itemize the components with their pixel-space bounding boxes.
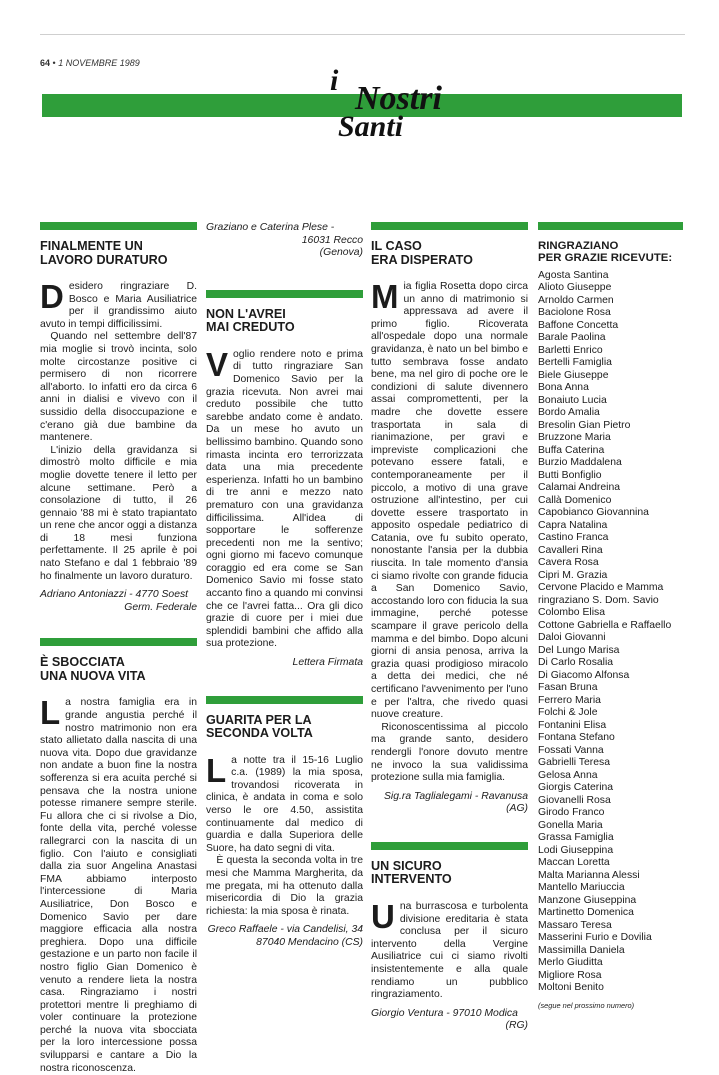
- article-paragraph: La nostra famiglia era in grande angustia perché il nostro matrimonio non era stato allietato dalla nascita di una nuova vita. Dopo due gravidanze non andate a buon fine la nostra sofferenza si era acuita perché si pensava che la nostra unione potesse rimanere sempre sterile. Fu allora che ci si rivolse a Dio, fonte della vita, perché volesse rallegrarci con la nascita di un figlio. Con l'aiuto e consigliati dalla zia suor Angelina Anastasi FMA abbiamo interposto l'intercessione di Maria Ausiliatrice, Don Bosco e Domenico Savio per dare maggiore efficacia alla nostra preghiera. Dopo una difficile gestazione e un parto non facile il nostro figlio Gian Domenico è venuto a rendere lieta la nostra casa. Ringraziamo i nostri protettori mentre li preghiamo di voler continuare la protezione perché la nuova vita sbocciata per la loro intercessione possa svilupparsi e cantare a Dio la nostra riconoscenza.: [40, 694, 197, 1074]
- issue-date: 1 NOVEMBRE 1989: [58, 58, 140, 68]
- thanks-name-item: Bordo Amalia: [538, 407, 600, 419]
- thanks-name-item: Capobianco Giovannina: [538, 507, 649, 519]
- article-paragraph: Una burrascosa e turbolenta divisione ereditaria è stata conclusa per il sicuro intervento della Vergine Ausiliatrice cui ci siamo rivolti insistentemente e alla quale rendiamo un pubblico ringraziamento.: [371, 897, 528, 1001]
- column-2: [206, 222, 363, 950]
- article-signature: Sig.ra Taglialegami - Ravanusa (AG): [383, 790, 528, 815]
- thanks-name-item: Cipri M. Grazia: [538, 569, 608, 581]
- thanks-name-item: Barletti Enrico: [538, 344, 603, 356]
- green-bar: [206, 290, 363, 298]
- drop-cap: M: [371, 278, 399, 315]
- thanks-name-item: Gabrielli Teresa: [538, 757, 610, 769]
- thanks-name-item: Fossati Vanna: [538, 744, 604, 756]
- thanks-name-item: Biele Giuseppe: [538, 369, 609, 381]
- drop-cap: U: [371, 897, 395, 935]
- column-3: [371, 222, 528, 1033]
- thanks-name-item: Baffone Concetta: [538, 319, 619, 331]
- article-signature: Graziano e Caterina Plese - 16031 Recco (Genova): [206, 222, 363, 259]
- thanks-name-item: Capra Natalina: [538, 519, 608, 531]
- green-bar: [371, 222, 528, 230]
- drop-cap: V: [206, 345, 229, 383]
- drop-cap: L: [206, 751, 227, 789]
- rubric-word-2: Nostri: [355, 80, 442, 117]
- thanks-name-item: Bonaiuto Lucia: [538, 394, 607, 406]
- thanks-name-item: Moltoni Benito: [538, 982, 604, 994]
- thanks-name-item: Ferrero Maria: [538, 694, 601, 706]
- thanks-name-item: Burzio Maddalena: [538, 457, 622, 469]
- thanks-name-item: Giovanelli Rosa: [538, 794, 611, 806]
- thanks-name-item: Massimilla Daniela: [538, 944, 625, 956]
- rubric-word-3: Santi: [338, 110, 404, 143]
- thanks-name-item: Di Carlo Rosalia: [538, 657, 614, 669]
- thanks-name-item: Calamai Andreina: [538, 482, 621, 494]
- thanks-name-item: Daloi Giovanni: [538, 632, 606, 644]
- green-bar: [40, 222, 197, 230]
- article-signature: Lettera Firmata: [292, 657, 363, 669]
- thanks-name-item: Merlo Giuditta: [538, 957, 603, 969]
- thanks-name-item: Fontana Stefano: [538, 732, 615, 744]
- page-number: 64: [40, 58, 51, 68]
- continued-note: (segue nel prossimo numero): [538, 1000, 635, 1010]
- thanks-title: RINGRAZIANO PER GRAZIE RICEVUTE:: [538, 240, 673, 265]
- article-paragraph: L'inizio della gravidanza si dimostrò molto difficile e mia moglie dovette tenere il letto per alcune settimane. Però a consolazione di tutto, il 26 gennaio '88 mi è stato trapiantato un rene che ancor oggi a distanza di 18 mesi funziona perfettamente. Il 25 aprile è poi nato Stefano e dal 1 febbraio '89 ho finalmente un lavoro duraturo.: [40, 444, 197, 582]
- thanks-name-item: Agosta Santina: [538, 269, 609, 281]
- article-paragraph: La notte tra il 15-16 Luglio c.a. (1989) la mia sposa, trovandosi ricoverata in clinica, è andata in coma e solo verso le ore 4.50, assistita continuamente dal medico di guardia e dalla Superiora delle Suore, ha dato segni di vita.: [206, 751, 363, 854]
- thanks-name-item: Bresolin Gian Pietro: [538, 419, 631, 431]
- thanks-column: [538, 222, 683, 1012]
- thanks-name-item: Fasan Bruna: [538, 682, 598, 694]
- thanks-name-item: Alioto Giuseppe: [538, 282, 612, 294]
- thanks-name-item: Bertelli Famiglia: [538, 357, 612, 369]
- thanks-name-item: Martinetto Domenica: [538, 907, 634, 919]
- thanks-name-item: Grassa Famiglia: [538, 832, 614, 844]
- article-title: È SBOCCIATA UNA NUOVA VITA: [40, 655, 146, 683]
- thanks-name-item: Cottone Gabriella e Raffaello: [538, 619, 672, 631]
- thanks-name-item: Fontanini Elisa: [538, 719, 607, 731]
- thanks-name-item: Gelosa Anna: [538, 769, 598, 781]
- article-paragraph: Desidero ringraziare D. Bosco e Maria Ausiliatrice per il grandissimo aiuto avuto in tempi difficilissimi.: [40, 278, 197, 330]
- thanks-name-item: Barale Paolina: [538, 332, 606, 344]
- article-paragraph: Quando nel settembre dell'87 mia moglie si trovò incinta, solo molte circostanze positive ci permisero di non ricorrere all'aborto. Io infatti ero da circa 6 anni in dialisi e vivevo con il sussidio della disoccupazione e c'erano già due bambine da mantenere.: [40, 331, 197, 444]
- article-paragraph: Voglio rendere noto e prima di tutto ringraziare San Domenico Savio per la grazia ricevuta. Non avrei mai creduto possibile che tutto sarebbe andato come è andato. Da un mese ho avuto un bellissimo bambino. Quando sono rimasta incinta ero terrorizzata data una mia precedente esperienza. Infatti ho un bambino di tre anni e mezzo nato prematuro con una gravidanza difficilissima. All'idea di sopportare le sofferenze precedenti non me la sentivo; ogni giorno mi facevo comunque coraggio ed era come se San Domenico Savio mi fosse stato accanto fino a quando mi convinsi che ce l'avrei fatta... Ora gli dico grazie di cuore per i miei due splendidi bambini che affido alla sua protezione.: [206, 345, 363, 650]
- thanks-names-list: [538, 270, 683, 995]
- thanks-name-item: Girodo Franco: [538, 807, 605, 819]
- thanks-name-item: Arnoldo Carmen: [538, 294, 614, 306]
- thanks-name-item: Del Lungo Marisa: [538, 644, 620, 656]
- article-signature: Greco Raffaele - via Candelisi, 34 87040 Mendacino (CS): [207, 924, 363, 948]
- article-signature: Adriano Antoniazzi - 4770 Soest Germ. Federale: [40, 589, 197, 613]
- drop-cap: D: [40, 278, 64, 315]
- green-bar: [40, 638, 197, 646]
- article-paragraph: Riconoscentissima al piccolo ma grande santo, desidero rendergli l'onore dovuto mentre ne invoco la sua validissima protezione sulla mia famiglia.: [371, 721, 528, 784]
- rubric-word-1: i: [330, 64, 339, 97]
- thanks-name-item: Colombo Elisa: [538, 607, 605, 619]
- thanks-name-item: Callà Domenico: [538, 494, 612, 506]
- thanks-name-item: Giorgis Caterina: [538, 782, 614, 794]
- thanks-name-item: Butti Bonfiglio: [538, 469, 602, 481]
- thanks-name-item: Massaro Teresa: [538, 919, 612, 931]
- top-rule: [40, 34, 685, 35]
- article-signature: Giorgio Ventura - 97010 Modica (RG): [371, 1007, 528, 1032]
- thanks-name-item: Masserini Furio e Dovilia: [538, 932, 652, 944]
- thanks-name-item: Di Giacomo Alfonsa: [538, 669, 630, 681]
- thanks-name-item: Lodi Giuseppina: [538, 844, 614, 856]
- thanks-name-item: Cavalleri Rina: [538, 544, 603, 556]
- thanks-name-item: Maccan Loretta: [538, 857, 610, 869]
- thanks-name-item: Malta Marianna Alessi: [538, 869, 640, 881]
- thanks-name-item: Manzone Giuseppina: [538, 894, 637, 906]
- page-header: 64 • 1 NOVEMBRE 1989: [40, 58, 140, 68]
- article-paragraph: Mia figlia Rosetta dopo circa un anno di matrimonio si appressava ad avere il primo figlio. Ricoverata all'ospedale dopo una normale gravidanza, è nato un bel bimbo e tutto sembrava fosse andato bene, ma nel giro di poche ore le condizioni di salute divennero assai compromettenti, per la madre che dovette essere trasportata in sala di rianimazione, per gravi e impreviste complicazioni che potevano essere fatali, e contemporaneamente per il piccolo, a motivo di una grave ostruzione all'intestino, per cui dovette essere trasportato in apposito ospedale pediatrico di Catania, ove fu subito operato, nonostante l'ansia per la dubbia riuscita. In tale momento d'ansia ci siamo rivolte con grande fiducia a San Domenico Savio, accostando loro con fiducia la sua immagine, perché potesse scampare il grave pericolo della mamma e del bimbo. Dopo alcuni giorni di ansia penosa, arriva la grazia quasi prodigioso miracolo a detta dei medici, che né certificano l'avvenimento per l'uno e per l'altra, che rivedo quasi nuove creature.: [371, 278, 528, 721]
- thanks-name-item: Bona Anna: [538, 382, 589, 394]
- thanks-name-item: Cervone Placido e Mamma: [538, 582, 664, 594]
- article-paragraph: È questa la seconda volta in tre mesi che Mamma Margherita, da me pregata, mi ha ottenuto dalla misericordia di Dio la grazia richiesta: la mia sposa è rinata.: [206, 855, 363, 917]
- thanks-name-item: Buffa Caterina: [538, 444, 605, 456]
- drop-cap: L: [40, 694, 61, 732]
- green-bar: [206, 696, 363, 704]
- thanks-name-item: Mantello Mariuccia: [538, 882, 625, 894]
- thanks-name-item: Castino Franca: [538, 532, 609, 544]
- thanks-name-item: Cavera Rosa: [538, 557, 599, 569]
- article-title: GUARITA PER LA SECONDA VOLTA: [206, 712, 313, 741]
- column-1: [40, 222, 197, 1075]
- green-bar: [538, 222, 683, 230]
- green-bar: [371, 842, 528, 850]
- thanks-name-item: Bruzzone Maria: [538, 432, 611, 444]
- article-title: NON L'AVREI MAI CREDUTO: [206, 306, 295, 335]
- thanks-name-item: Baciolone Rosa: [538, 307, 611, 319]
- thanks-name-item: ringraziano S. Dom. Savio: [538, 594, 659, 606]
- thanks-name-item: Folchi & Jole: [538, 707, 598, 719]
- article-title: UN SICURO INTERVENTO: [371, 858, 452, 887]
- thanks-name-item: Gonella Maria: [538, 819, 603, 831]
- thanks-name-item: Migliore Rosa: [538, 969, 602, 981]
- article-title: IL CASO ERA DISPERATO: [371, 239, 473, 267]
- article-title: FINALMENTE UN LAVORO DURATURO: [40, 239, 168, 267]
